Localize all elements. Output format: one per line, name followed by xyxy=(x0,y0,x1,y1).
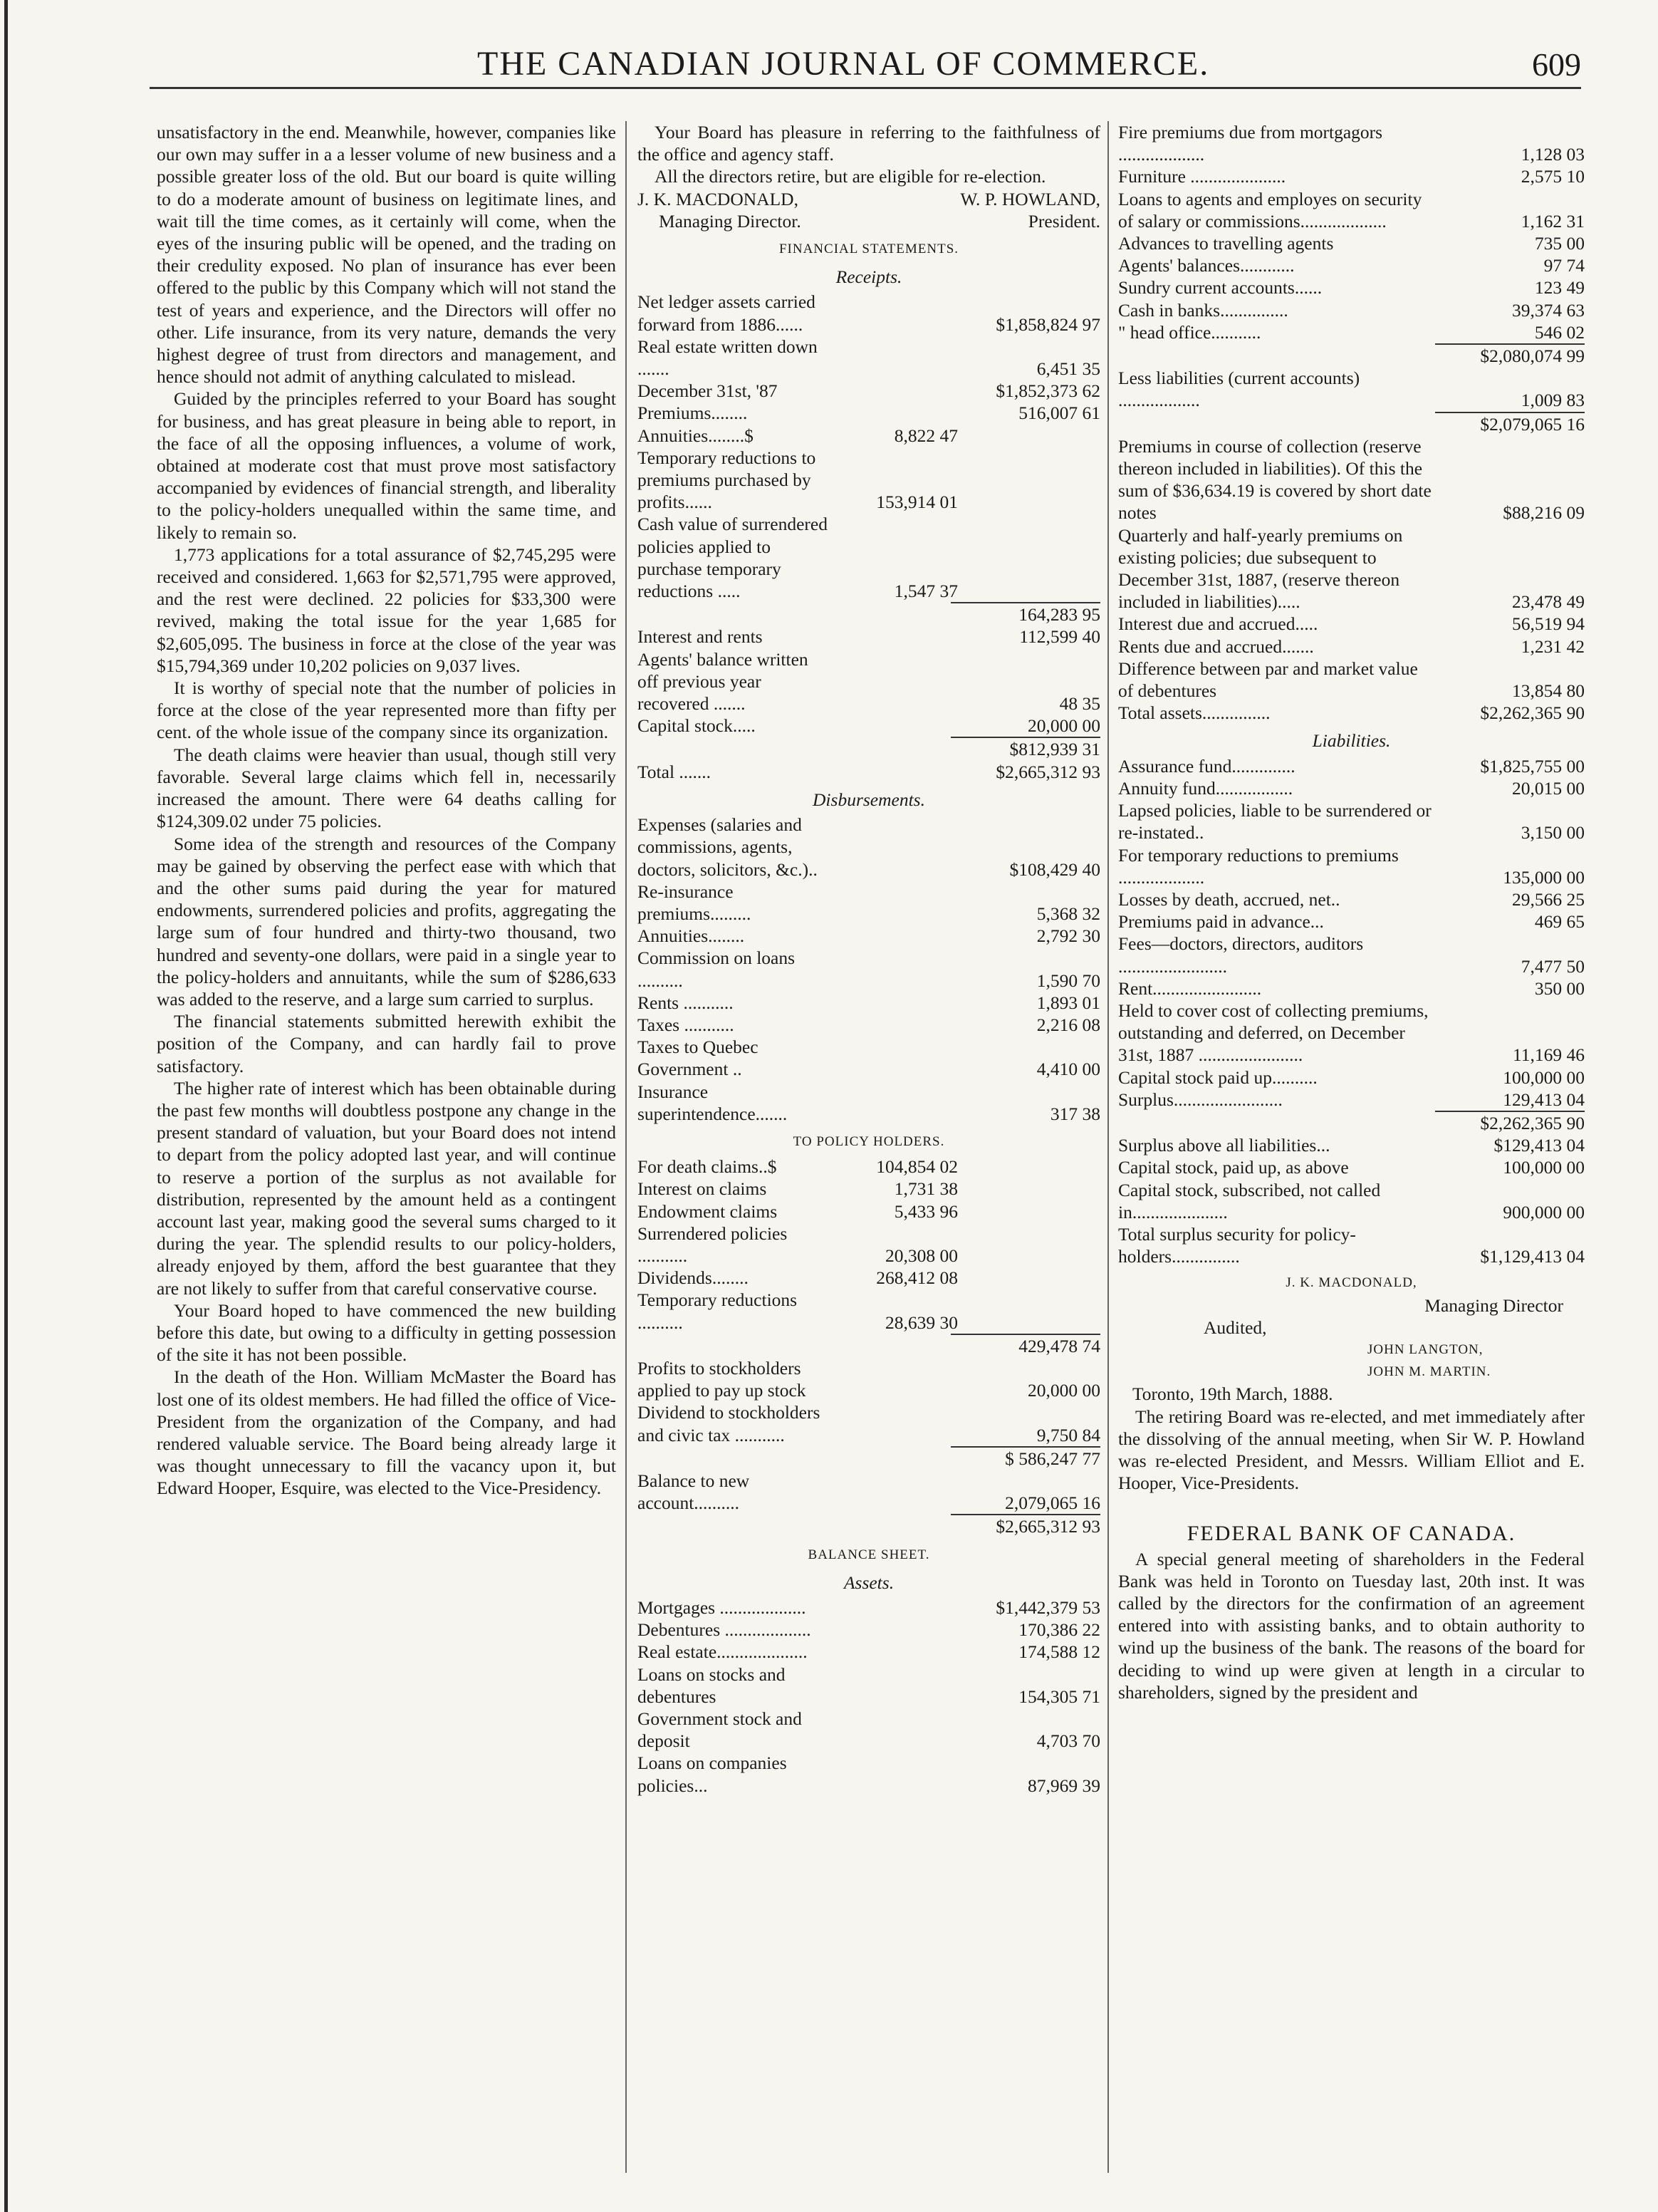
ledger-label: Real estate.................... xyxy=(637,1641,808,1663)
ledger-amount: 97 74 xyxy=(1543,255,1585,276)
ledger-amount: $2,262,365 90 xyxy=(1480,702,1585,724)
ledger-row xyxy=(637,402,1100,424)
auditor-name: JOHN M. MARTIN. xyxy=(1367,1364,1491,1380)
paragraph: In the death of the Hon. William McMaster the Board has lost one of its oldest members. He had filled the office of Vice-President from the organization of the Company, and had rendered valuable service. The Board being already large it was thought unnecessary to fill the vacancy upon it, but Edward Hooper, Esquire, was elected to the Vice-Presidency. xyxy=(157,1366,616,1499)
ledger-amount: 735 00 xyxy=(1534,233,1585,254)
ledger-label: Sundry current accounts...... xyxy=(1118,277,1323,298)
ledger-label: Difference between par and market value of debentures xyxy=(1118,658,1418,702)
ledger-amount: 20,015 00 xyxy=(1512,777,1585,799)
ledger-label: Rents ........... xyxy=(637,992,734,1013)
ledger-label: Re-insurance premiums......... xyxy=(637,881,751,924)
auditor-name: JOHN LANGTON, xyxy=(1367,1341,1484,1357)
ledger-amount: 29,566 25 xyxy=(1512,888,1585,910)
ledger-row xyxy=(1118,702,1585,724)
ledger-amount: 100,000 00 xyxy=(1503,1066,1585,1088)
ledger-amount: 350 00 xyxy=(1534,977,1585,999)
ledger-row xyxy=(637,1515,1100,1537)
disbursements-table xyxy=(637,814,1100,1125)
ledger-label: For death claims..$ xyxy=(637,1156,777,1178)
column-rule xyxy=(625,121,627,2173)
ledger-row xyxy=(637,1663,1100,1708)
ledger-row xyxy=(637,1156,1100,1178)
column-rule xyxy=(1107,121,1109,2173)
ledger-row xyxy=(1118,844,1585,888)
ledger-label: Commission on loans .......... xyxy=(637,947,796,991)
date-line: Toronto, 19th March, 1888. xyxy=(1132,1383,1333,1405)
column-1 xyxy=(157,121,616,1500)
ledger-row xyxy=(1118,321,1585,343)
ledger-row xyxy=(637,1222,1100,1267)
ledger-amount-inner: 1,731 38 xyxy=(894,1178,958,1200)
ledger-label: Quarterly and half-yearly premiums on existing policies; due subsequent to December 31st, 1887, (reserve thereon included in liabilities)..... xyxy=(1118,524,1403,613)
ledger-amount: 2,079,065 16 xyxy=(1005,1492,1100,1514)
ledger-amount: $1,858,824 97 xyxy=(996,313,1100,335)
assets-table xyxy=(637,1596,1100,1797)
ledger-amount: 20,000 00 xyxy=(1028,1380,1100,1401)
ledger-row xyxy=(637,814,1100,881)
ledger-amount: $2,665,312 93 xyxy=(996,761,1100,782)
ledger-amount: $2,665,312 93 xyxy=(996,1516,1100,1537)
signature-names xyxy=(637,188,1100,210)
ledger-row xyxy=(1118,635,1585,658)
subsection-heading: Liabilities. xyxy=(1312,730,1391,752)
ledger-label: Dividend to stockholders and civic tax ........... xyxy=(637,1402,820,1445)
ledger-label: Cash value of surrendered policies applied to purchase temporary reductions ..... xyxy=(637,514,828,602)
column-3 xyxy=(1118,121,1585,1703)
page-edge xyxy=(4,0,8,2212)
ledger-row xyxy=(637,1596,1100,1619)
ledger-row xyxy=(1118,613,1585,635)
ledger-label: Total ....... xyxy=(637,761,711,782)
ledger-amount-inner: 104,854 02 xyxy=(876,1156,958,1178)
ledger-label: Advances to travelling agents xyxy=(1118,233,1334,254)
ledger-amount: $88,216 09 xyxy=(1503,502,1585,524)
ledger-label: Temporary reductions to premiums purchased by profits...... xyxy=(637,447,816,513)
ledger-row xyxy=(1118,524,1585,613)
ledger-row xyxy=(637,1619,1100,1641)
ledger-amount: $1,129,413 04 xyxy=(1480,1246,1585,1267)
ledger-amount: 1,128 03 xyxy=(1521,144,1585,165)
ledger-label: Loans on stocks and debentures xyxy=(637,1663,786,1707)
ledger-row xyxy=(1118,888,1585,910)
ledger-label: Temporary reductions .......... xyxy=(637,1289,798,1333)
ledger-amount: 2,792 30 xyxy=(1036,925,1100,947)
ledger-row xyxy=(1118,413,1585,435)
ledger-label: Assurance fund.............. xyxy=(1118,755,1295,777)
section-heading: BALANCE SHEET. xyxy=(808,1547,930,1562)
ledger-row xyxy=(1118,910,1585,933)
article-heading: FEDERAL BANK OF CANADA. xyxy=(1187,1522,1516,1546)
ledger-amount: 112,599 40 xyxy=(1019,626,1100,648)
ledger-label: Agents' balances............ xyxy=(1118,255,1295,276)
ledger-label: Fees—doctors, directors, auditors ........................ xyxy=(1118,933,1364,977)
ledger-row xyxy=(637,1752,1100,1796)
ledger-label: Total assets............... xyxy=(1118,702,1271,724)
ledger-amount: $1,852,373 62 xyxy=(996,380,1100,402)
ledger-amount: 123 49 xyxy=(1534,277,1585,298)
ledger-row xyxy=(1118,999,1585,1066)
ledger-row xyxy=(637,1357,1100,1401)
ledger-label: Annuity fund................. xyxy=(1118,777,1293,799)
journal-title: THE CANADIAN JOURNAL OF COMMERCE. xyxy=(477,45,1210,83)
ledger-label: Surplus........................ xyxy=(1118,1089,1283,1110)
ledger-label: Agents' balance written off previous year recovered ....... xyxy=(637,648,808,715)
ledger-row xyxy=(637,1289,1100,1333)
ledger-label: Lapsed policies, liable to be surrendered or re-instated.. xyxy=(1118,800,1432,843)
ledger-row xyxy=(1118,1112,1585,1134)
ledger-label: Profits to stockholders applied to pay up stock xyxy=(637,1357,806,1401)
ledger-amount: 1,009 83 xyxy=(1521,390,1585,411)
section-heading: FINANCIAL STATEMENTS. xyxy=(778,242,959,257)
signatory-name: W. P. HOWLAND, xyxy=(960,188,1100,209)
paragraph: The death claims were heavier than usual, though still very favorable. Several large claims which fell in, necessarily increased the amount. There were 64 deaths calling for $124,309.02 under 75 policies. xyxy=(157,744,616,832)
ledger-amount: 469 65 xyxy=(1534,911,1585,933)
ledger-row xyxy=(637,648,1100,715)
ledger-label: Fire premiums due from mortgagors ................... xyxy=(1118,122,1383,165)
ledger-label: Loans on companies policies... xyxy=(637,1753,787,1796)
ledger-label: Furniture ..................... xyxy=(1118,166,1286,187)
ledger-label: Cash in banks............... xyxy=(1118,299,1288,321)
signatory-title: President. xyxy=(1028,210,1100,232)
ledger-amount: 6,451 35 xyxy=(1036,358,1100,380)
ledger-amount: 429,478 74 xyxy=(1018,1335,1100,1356)
ledger-amount: $2,079,065 16 xyxy=(1480,413,1585,435)
ledger-row xyxy=(637,1200,1100,1222)
ledger-amount: 39,374 63 xyxy=(1512,299,1585,321)
ledger-row xyxy=(1118,1223,1585,1267)
paragraph: It is worthy of special note that the number of policies in force at the close of the year represented more than fifty per cent. of the whole issue of the company since its organization. xyxy=(157,677,616,743)
ledger-row xyxy=(1118,977,1585,999)
ledger-label: Total surplus security for policy-holders............... xyxy=(1118,1223,1356,1267)
page-number: 609 xyxy=(1532,46,1581,83)
ledger-amount: $129,413 04 xyxy=(1493,1135,1585,1156)
ledger-amount: 13,854 80 xyxy=(1512,680,1585,702)
page-header xyxy=(150,44,1581,89)
ledger-row xyxy=(637,1470,1100,1514)
ledger-row xyxy=(1118,1066,1585,1089)
paragraph: The financial statements submitted herewith exhibit the position of the Company, and can hardly fail to prove satisfactory. xyxy=(157,1011,616,1076)
ledger-label: Capital stock..... xyxy=(637,715,756,737)
ledger-label: Annuities........$ xyxy=(637,425,754,446)
ledger-amount: 129,413 04 xyxy=(1503,1089,1585,1110)
ledger-amount: 900,000 00 xyxy=(1503,1201,1585,1222)
ledger-row xyxy=(1118,1134,1585,1156)
ledger-label: Capital stock, paid up, as above xyxy=(1118,1157,1349,1178)
ledger-row xyxy=(637,1036,1100,1080)
ledger-amount: 516,007 61 xyxy=(1018,403,1100,424)
ledger-label: Debentures ................... xyxy=(637,1619,811,1641)
signatory-name: J. K. MACDONALD, xyxy=(1286,1275,1417,1291)
ledger-row xyxy=(1118,188,1585,232)
ledger-label: Interest on claims xyxy=(637,1178,767,1200)
paragraph: All the directors retire, but are eligible for re-election. xyxy=(655,166,1046,187)
ledger-label: For temporary reductions to premiums ................... xyxy=(1118,844,1399,888)
column-2 xyxy=(637,121,1100,1797)
ledger-amount: 164,283 95 xyxy=(1018,604,1100,625)
ledger-amount: 1,893 01 xyxy=(1036,992,1100,1013)
ledger-row xyxy=(637,992,1100,1014)
ledger-amount: 174,588 12 xyxy=(1018,1641,1100,1663)
ledger-row xyxy=(637,336,1100,380)
ledger-amount: 170,386 22 xyxy=(1018,1619,1100,1641)
ledger-row xyxy=(637,738,1100,760)
ledger-amount: $ 586,247 77 xyxy=(1005,1448,1100,1469)
ledger-amount: 7,477 50 xyxy=(1521,955,1585,977)
ledger-row xyxy=(1118,299,1585,321)
ledger-label: Balance to new account.......... xyxy=(637,1470,750,1514)
ledger-label: Real estate written down ....... xyxy=(637,336,818,380)
ledger-amount-inner: 28,639 30 xyxy=(885,1312,958,1333)
ledger-amount: 23,478 49 xyxy=(1512,591,1585,613)
ledger-label: " head office........... xyxy=(1118,321,1261,343)
ledger-amount: $2,080,074 99 xyxy=(1480,346,1585,367)
subsection-heading: Assets. xyxy=(843,1572,895,1593)
ledger-row xyxy=(1118,232,1585,254)
ledger-row xyxy=(637,947,1100,991)
ledger-row xyxy=(637,1335,1100,1357)
ledger-label: Premiums........ xyxy=(637,403,748,424)
ledger-label: Interest due and accrued..... xyxy=(1118,613,1318,635)
signatory-title: Managing Director. xyxy=(659,210,801,232)
ledger-row xyxy=(637,425,1100,447)
ledger-label: Annuities........ xyxy=(637,925,745,947)
ledger-label: Interest and rents xyxy=(637,626,763,648)
ledger-label: Mortgages ................... xyxy=(637,1597,806,1618)
paragraph: Your Board has pleasure in referring to the faithfulness of the office and agency staff. xyxy=(637,122,1100,165)
subsection-heading: Disbursements. xyxy=(813,789,925,810)
receipts-table xyxy=(637,291,1100,782)
ledger-amount: 9,750 84 xyxy=(1036,1424,1100,1445)
ledger-amount: 1,162 31 xyxy=(1521,210,1585,232)
ledger-amount: 135,000 00 xyxy=(1503,866,1585,888)
policy-holders-table xyxy=(637,1156,1100,1537)
audited-label: Audited, xyxy=(1204,1317,1267,1338)
signatory-name: J. K. MACDONALD, xyxy=(637,188,798,209)
ledger-row xyxy=(637,715,1100,737)
ledger-row xyxy=(1118,345,1585,367)
ledger-row xyxy=(1118,755,1585,777)
ledger-amount: 11,169 46 xyxy=(1512,1044,1585,1066)
ledger-amount-inner: 8,822 47 xyxy=(894,425,958,446)
ledger-label: December 31st, '87 xyxy=(637,380,778,402)
ledger-row xyxy=(1118,1179,1585,1223)
ledger-label: Surrendered policies ........... xyxy=(637,1222,788,1266)
paragraph: unsatisfactory in the end. Meanwhile, however, companies like our own may suffer in a a lesser volume of new business and a possible greater loss of the old. But our board is quite willing to do a moderate amount of business on legitimate lines, and wait till the time comes, as it certainly will come, when the eyes of the insuring public will be opened, and the trading on their credulity exposed. No plan of insurance has ever been offered to the public by this Company which will not stand the test of years and experience, and the Directors will offer no other. Life insurance, from its very nature, demands the very highest degree of trust from directors and management, and hence should not admit of anything calculated to mislead. xyxy=(157,122,616,388)
ledger-row xyxy=(1118,658,1585,702)
ledger-amount-inner: 268,412 08 xyxy=(876,1267,958,1289)
ledger-row xyxy=(637,1267,1100,1289)
ledger-label: Capital stock paid up.......... xyxy=(1118,1066,1318,1088)
ledger-row xyxy=(637,625,1100,648)
ledger-label: Held to cover cost of collecting premiums, outstanding and deferred, on December 31st, 1887 ....................... xyxy=(1118,999,1429,1066)
paragraph: Some idea of the strength and resources of the Company may be gained by observing the perfect ease with which that and the other sums paid during the year for matured endowments, surrendered policies and profits, aggregating the large sum of four hundred and thirty-two thousand, two hundred and seventy-one dollars, were paid in a single year to the policy-holders and annuitants, while the sum of $286,633 was added to the reserve, and a large sum carried to surplus. xyxy=(157,833,616,1009)
ledger-label: Less liabilities (current accounts) .................. xyxy=(1118,368,1360,411)
ledger-label: Net ledger assets carried forward from 1886...... xyxy=(637,291,815,335)
ledger-amount: 87,969 39 xyxy=(1028,1775,1100,1796)
subsection-heading: Receipts. xyxy=(835,266,902,288)
ledger-row xyxy=(637,1401,1100,1445)
ledger-amount: 546 02 xyxy=(1534,321,1585,343)
ledger-amount-inner: 1,547 37 xyxy=(894,581,958,602)
liabilities-table xyxy=(1118,755,1585,1268)
ledger-row xyxy=(1118,1089,1585,1111)
ledger-amount-inner: 153,914 01 xyxy=(876,492,958,513)
ledger-amount: $1,825,755 00 xyxy=(1480,755,1585,777)
ledger-amount: $108,429 40 xyxy=(1009,858,1100,880)
ledger-row xyxy=(1118,1156,1585,1178)
ledger-row xyxy=(1118,799,1585,843)
ledger-amount-inner: 20,308 00 xyxy=(885,1245,958,1266)
ledger-amount: 1,590 70 xyxy=(1036,970,1100,991)
ledger-label: Taxes to Quebec Government .. xyxy=(637,1037,758,1080)
paragraph: The higher rate of interest which has been obtainable during the past few months will doubtless postpone any change in the present standard of valuation, but your Board does not intend to depart from the policy adopted last year, and will continue to reserve a portion of the surplus as not available for distribution, represented by the amount held as a contingent account last year, making good the several sums charged to it during the year. The splendid results to our policy-holders, already enjoyed by them, afford the best guarantee that they are not likely to suffer from that careful conservative course. xyxy=(157,1077,616,1299)
ledger-amount-inner: 5,433 96 xyxy=(894,1200,958,1222)
paragraph: A special general meeting of shareholders in the Federal Bank was held in Toronto on Tuesday last, 20th inst. It was called by the directors for the confirmation of an agreement entered into with assisting banks, and to obtain authority to wind up the business of the bank. The reasons of the board for deciding to wind up were given at length in a circular to shareholders, signed by the president and xyxy=(1118,1548,1585,1703)
ledger-row xyxy=(1118,121,1585,165)
ledger-row xyxy=(637,1014,1100,1036)
ledger-row xyxy=(637,761,1100,783)
ledger-label: Surplus above all liabilities... xyxy=(1118,1135,1330,1156)
ledger-row xyxy=(637,380,1100,402)
ledger-label: Capital stock, subscribed, not called in..................... xyxy=(1118,1179,1381,1222)
section-heading: TO POLICY HOLDERS. xyxy=(793,1133,945,1149)
ledger-amount: 154,305 71 xyxy=(1018,1686,1100,1707)
ledger-row xyxy=(637,291,1100,335)
ledger-label: Taxes ........... xyxy=(637,1014,734,1035)
signatory-title: Managing Director xyxy=(1424,1294,1563,1316)
ledger-row xyxy=(637,513,1100,602)
ledger-amount: 48 35 xyxy=(1059,693,1100,715)
ledger-amount: 4,703 70 xyxy=(1036,1730,1100,1752)
assets-continued-table xyxy=(1118,121,1585,724)
ledger-amount: $812,939 31 xyxy=(1009,739,1100,760)
ledger-row xyxy=(637,1708,1100,1752)
paragraph: Your Board hoped to have commenced the new building before this date, but owing to a difficulty in getting possession of the site it has not been possible. xyxy=(157,1299,616,1366)
ledger-amount: $1,442,379 53 xyxy=(996,1597,1100,1618)
ledger-label: Premiums in course of collection (reserve thereon included in liabilities). Of this the sum of $36,634.19 is covered by short date notes xyxy=(1118,435,1432,524)
ledger-row xyxy=(1118,254,1585,276)
ledger-amount: 56,519 94 xyxy=(1512,613,1585,635)
ledger-row xyxy=(637,1178,1100,1200)
ledger-row xyxy=(637,447,1100,514)
ledger-label: Rents due and accrued....... xyxy=(1118,635,1314,657)
ledger-row xyxy=(1118,435,1585,524)
ledger-amount: 100,000 00 xyxy=(1503,1157,1585,1178)
ledger-amount: 317 38 xyxy=(1050,1103,1100,1124)
ledger-amount: 20,000 00 xyxy=(1028,715,1100,737)
signature-titles xyxy=(637,210,1100,232)
ledger-amount: 2,575 10 xyxy=(1521,166,1585,187)
ledger-row xyxy=(637,1448,1100,1470)
ledger-row xyxy=(1118,933,1585,977)
ledger-label: Government stock and deposit xyxy=(637,1708,802,1752)
ledger-row xyxy=(1118,165,1585,187)
ledger-row xyxy=(637,881,1100,925)
ledger-label: Loans to agents and employes on security of salary or commissions................... xyxy=(1118,188,1422,232)
paragraph: Guided by the principles referred to your Board has sought for business, and has great pleasure in being able to report, in the face of all the opposing influences, a volume of work, obtained at moderate cost that must prove most satisfactory accompanied by evidences of financial strength, and liberality to the policy-holders unequalled within the same time, and likely to remain so. xyxy=(157,388,616,543)
ledger-row xyxy=(637,1081,1100,1125)
ledger-row xyxy=(1118,777,1585,799)
ledger-label: Insurance superintendence....... xyxy=(637,1081,788,1124)
ledger-row xyxy=(637,925,1100,947)
ledger-amount: 3,150 00 xyxy=(1521,822,1585,843)
ledger-label: Expenses (salaries and commissions, agents, doctors, solicitors, &c.).. xyxy=(637,814,818,880)
ledger-amount: 5,368 32 xyxy=(1036,903,1100,924)
ledger-row xyxy=(637,603,1100,625)
ledger-amount: 4,410 00 xyxy=(1036,1059,1100,1080)
ledger-row xyxy=(637,1641,1100,1663)
ledger-label: Endowment claims xyxy=(637,1200,778,1222)
ledger-row xyxy=(1118,367,1585,411)
ledger-label: Rent........................ xyxy=(1118,977,1262,999)
ledger-label: Premiums paid in advance... xyxy=(1118,911,1324,933)
ledger-row xyxy=(1118,276,1585,298)
ledger-amount: 2,216 08 xyxy=(1036,1014,1100,1035)
paragraph: 1,773 applications for a total assurance of $2,745,295 were received and considered. 1,663 for $2,571,795 were approved, and the rest were declined. 22 policies for $33,300 were revived, making the total issue for the year 1,685 for $2,605,095. The business in force at the close of the year was $15,794,369 under 10,202 policies on 9,037 lives. xyxy=(157,544,616,676)
ledger-label: Dividends........ xyxy=(637,1267,749,1289)
ledger-amount: 1,231 42 xyxy=(1521,635,1585,657)
ledger-amount: $2,262,365 90 xyxy=(1480,1112,1585,1133)
paragraph: The retiring Board was re-elected, and met immediately after the dissolving of the annual meeting, when Sir W. P. Howland was re-elected President, and Messrs. William Elliot and E. Hooper, Vice-Presidents. xyxy=(1118,1406,1585,1494)
ledger-label: Losses by death, accrued, net.. xyxy=(1118,888,1340,910)
